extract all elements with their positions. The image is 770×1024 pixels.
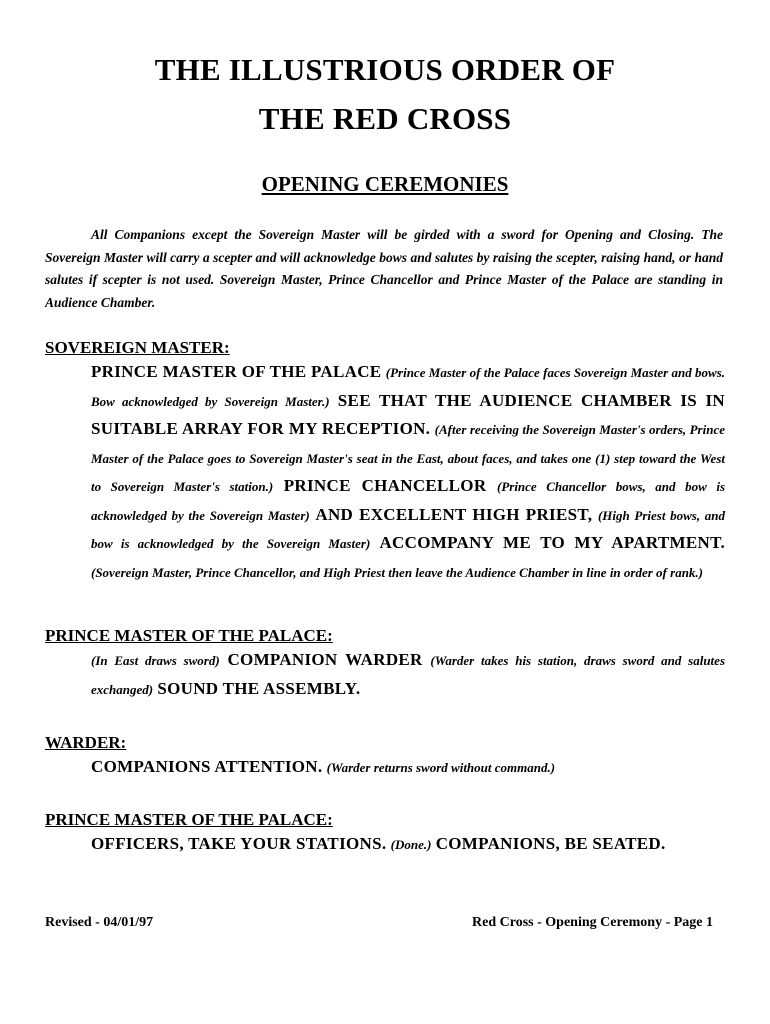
spoken-command: COMPANIONS, BE SEATED. [435, 834, 666, 853]
speech-text [91, 646, 725, 703]
stage-direction: (Prince Chancellor bows, and bow is acknowledged by the Sovereign Master) [91, 479, 725, 523]
speech-section [45, 338, 725, 586]
section-heading: OPENING CEREMONIES [261, 172, 509, 196]
stage-direction: (In East draws sword) [91, 653, 220, 668]
document-title-line-2: THE RED CROSS [258, 101, 512, 136]
speaker-label: WARDER: [45, 733, 127, 752]
stage-direction: (After receiving the Sovereign Master's orders, Prince Master of the Palace goes to Sovereign Master's seat in the East, about faces, and takes one (1) step toward the West to Sovereign Master's station.) [91, 422, 725, 494]
spoken-command: ACCOMPANY ME TO MY APARTMENT. [379, 533, 725, 552]
spoken-command: OFFICERS, TAKE YOUR STATIONS. [91, 834, 387, 853]
footer-revision: Revised - 04/01/97 [45, 915, 154, 930]
stage-direction: (High Priest bows, and bow is acknowledged by the Sovereign Master) [91, 507, 726, 551]
speech-section [45, 810, 725, 859]
stage-direction: (Done.) [390, 837, 432, 852]
stage-direction: (Sovereign Master, Prince Chancellor, and High Priest then leave the Audience Chamber in line in order of rank.) [91, 564, 703, 580]
speech-section [45, 626, 725, 703]
footer-page-label: Red Cross - Opening Ceremony - Page 1 [472, 915, 713, 930]
intro-paragraph: All Companions except the Sovereign Master will be girded with a sword for Opening and Closing. The Sovereign Master will carry a scepter and will acknowledge bows and salutes by raising the scepter, raising hand, or hand salutes if scepter is not used. Sovereign Master, Prince Chancellor and Prince Master of the Palace are standing in Audience Chamber. [45, 227, 723, 310]
document-title-line-1: THE ILLUSTRIOUS ORDER OF [154, 52, 616, 87]
speaker-label: PRINCE MASTER OF THE PALACE: [45, 626, 333, 645]
speech-text [91, 753, 725, 782]
stage-direction: (Prince Master of the Palace faces Sovereign Master and bows. Bow acknowledged by Sovereign Master.) [91, 365, 725, 409]
spoken-command: AND EXCELLENT HIGH PRIEST, [315, 504, 593, 524]
stage-direction: (Warder returns sword without command.) [326, 760, 556, 775]
speaker-label: PRINCE MASTER OF THE PALACE: [45, 810, 333, 829]
spoken-command: COMPANION WARDER [227, 650, 423, 669]
spoken-command: SOUND THE ASSEMBLY. [157, 678, 361, 698]
speech-section [45, 733, 725, 782]
speaker-label: SOVEREIGN MASTER: [45, 338, 230, 357]
stage-direction: (Warder takes his station, draws sword and salutes exchanged) [91, 653, 726, 697]
spoken-command: PRINCE MASTER OF THE PALACE [91, 362, 382, 381]
spoken-command: PRINCE CHANCELLOR [283, 476, 487, 495]
speech-text [91, 358, 725, 586]
spoken-command: SEE THAT THE AUDIENCE CHAMBER IS IN SUITABLE ARRAY FOR MY RECEPTION. [91, 390, 725, 438]
speech-text [91, 830, 725, 859]
spoken-command: COMPANIONS ATTENTION. [91, 757, 323, 776]
